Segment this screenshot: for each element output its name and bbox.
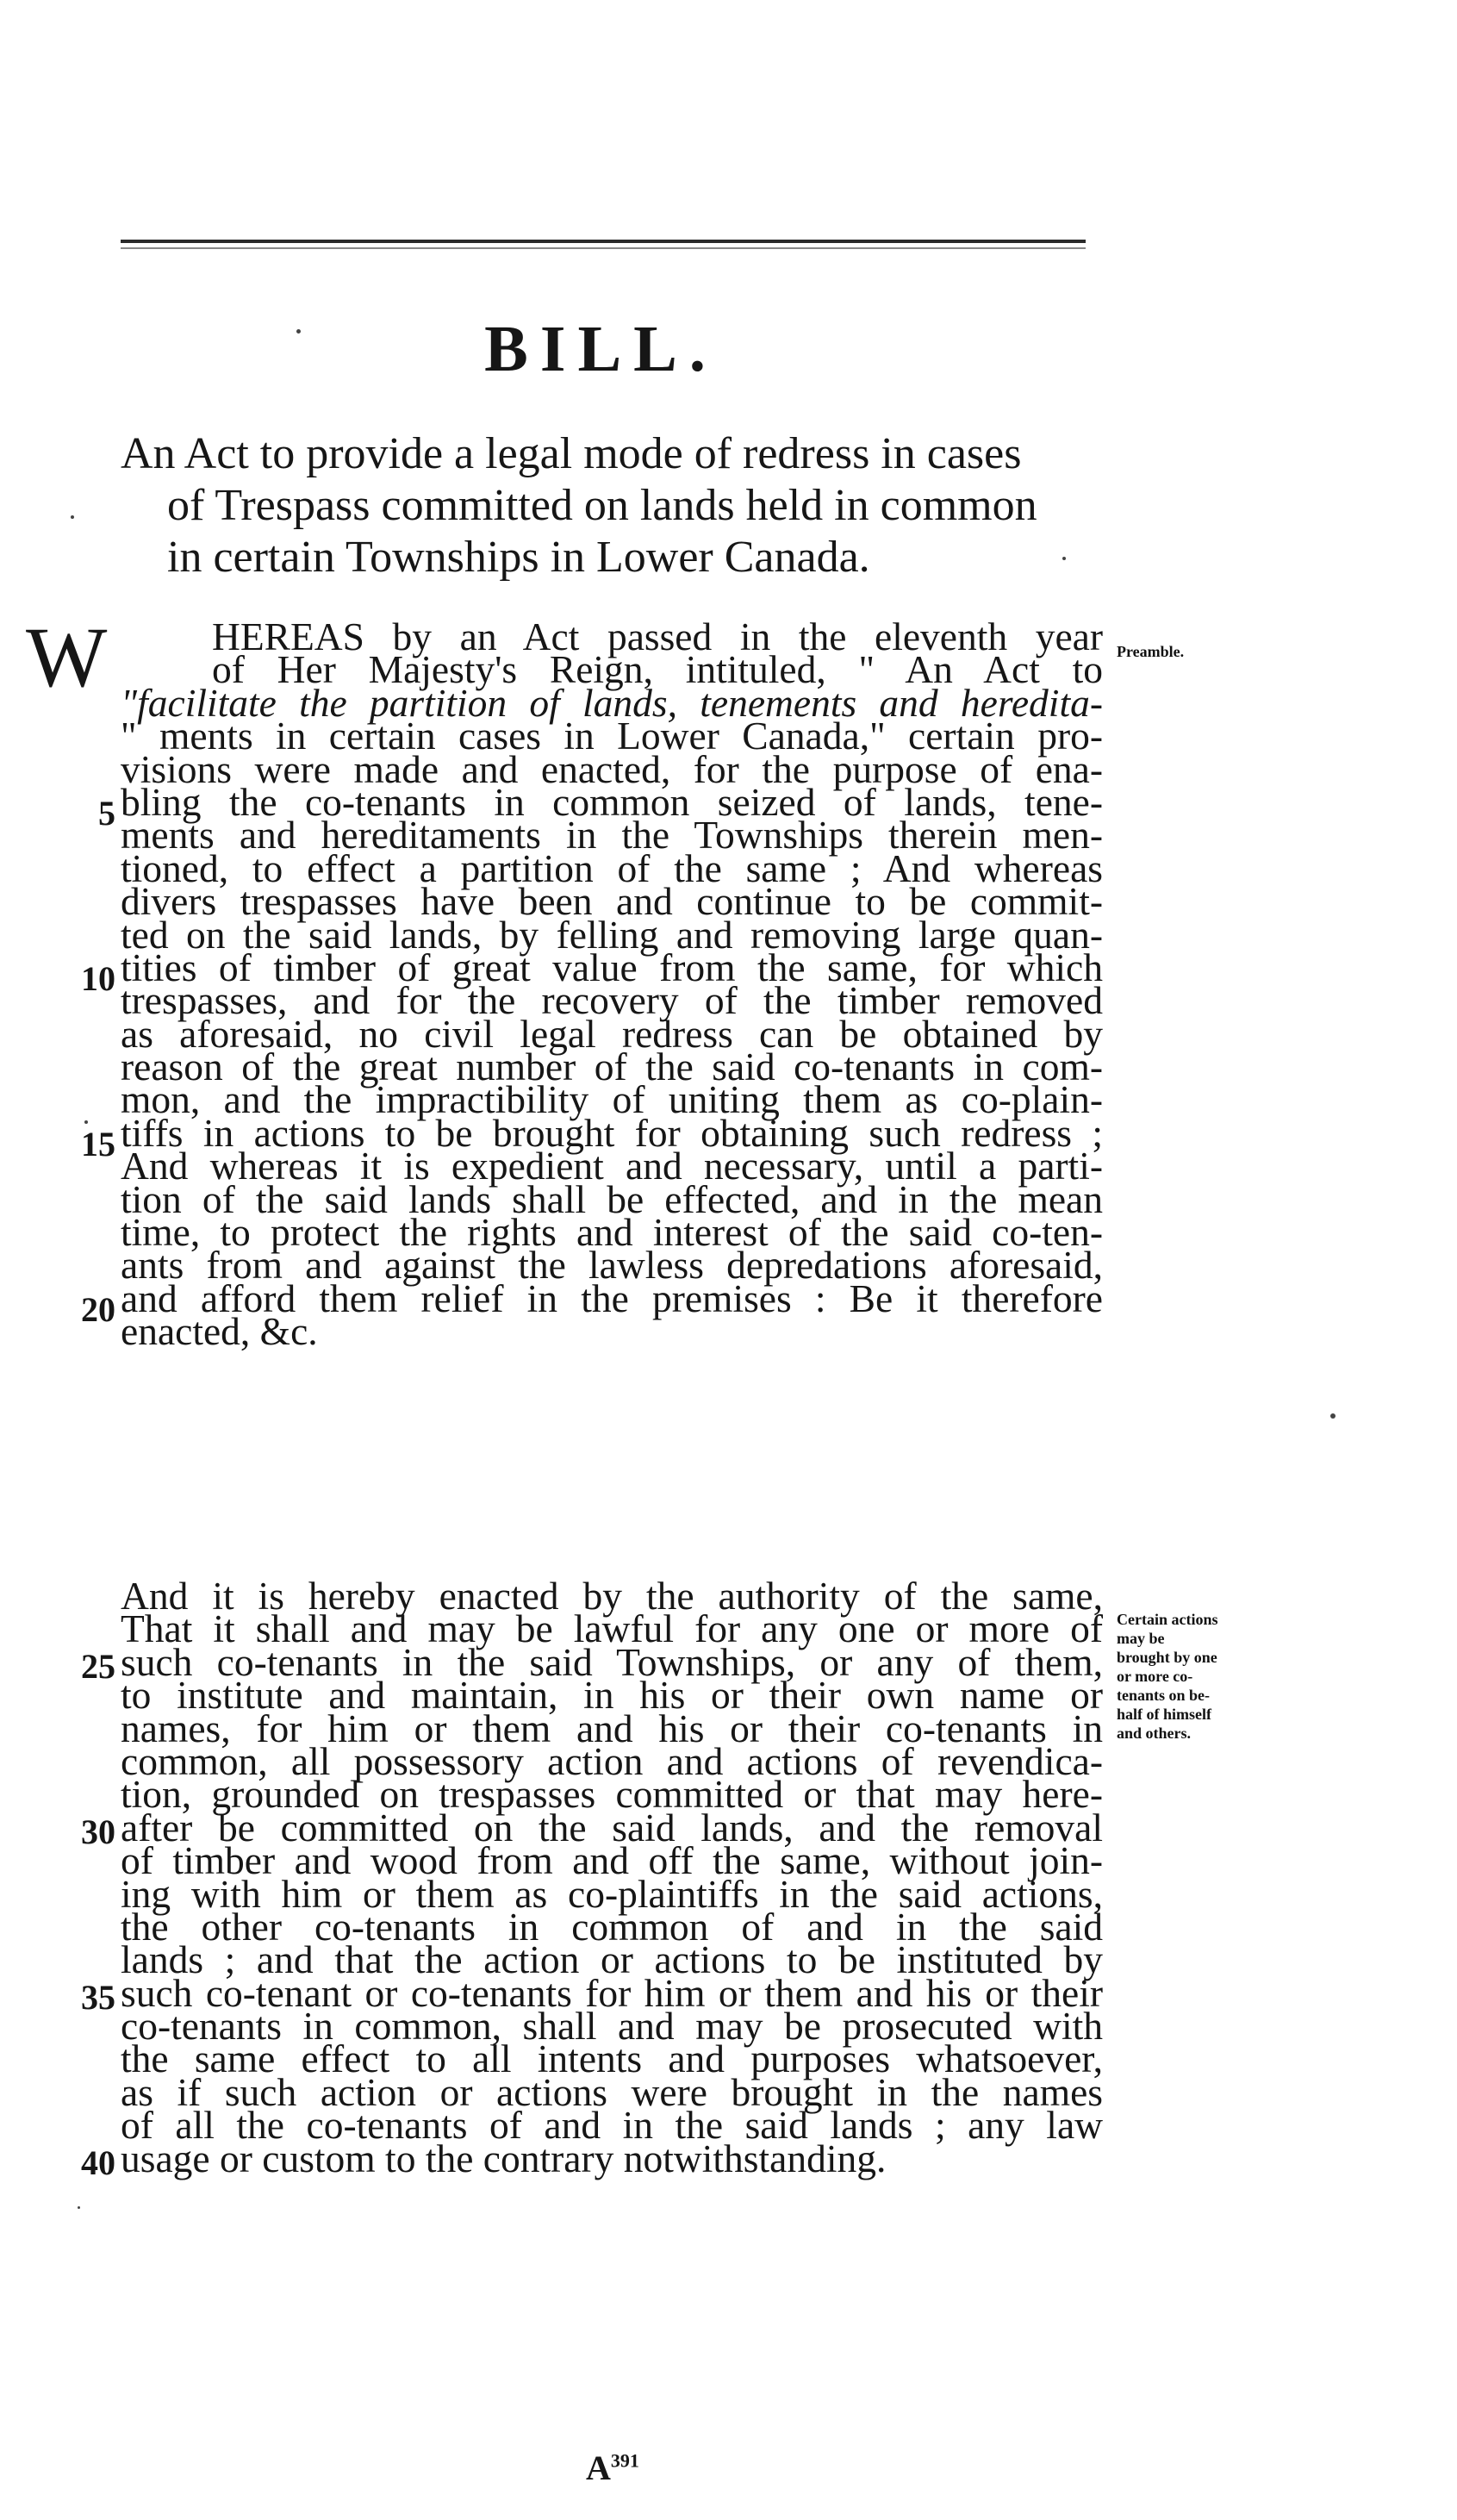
- bill-heading: BILL.: [484, 313, 718, 385]
- line-number: 15: [81, 1125, 115, 1163]
- enactment-line: usage or custom to the contrary notwithstanding.: [121, 2136, 887, 2180]
- line-number: 20: [81, 1290, 115, 1329]
- line-number: 40: [81, 2143, 115, 2182]
- preamble-line: time, to protect the rights and interest of the said co-ten-: [121, 1210, 1103, 1255]
- preamble-line: ments and hereditaments in the Townships therein men-: [121, 813, 1103, 858]
- drop-cap: W: [26, 609, 108, 705]
- margin-note-certain-actions: [1117, 1610, 1298, 1743]
- preamble-line: mon, and the impractibility of uniting them as co-plain-: [121, 1077, 1103, 1122]
- preamble-line: trespasses, and for the recovery of the timber removed: [121, 978, 1103, 1023]
- act-title-line: of Trespass committed on lands held in common: [167, 481, 1037, 530]
- scan-speck: [71, 515, 74, 519]
- line-number: 30: [81, 1812, 115, 1851]
- enactment-line: to institute and maintain, in his or their own name or: [121, 1673, 1103, 1718]
- scan-speck: [84, 1120, 88, 1124]
- preamble-line: and afford them relief in the premises : Be it therefore: [121, 1276, 1103, 1320]
- enactment-line: lands ; and that the action or actions to be instituted by: [121, 1937, 1103, 1982]
- scan-speck: [1330, 1413, 1336, 1419]
- margin-note-line: may be: [1117, 1630, 1165, 1647]
- margin-note-line: tenants on be-: [1117, 1687, 1211, 1704]
- preamble-line: as aforesaid, no civil legal redress can be obtained by: [121, 1011, 1103, 1056]
- header-rule-secondary: [121, 247, 1086, 249]
- preamble-line: tion of the said lands shall be effected, and in the mean: [121, 1176, 1103, 1221]
- margin-note-line: or more co-: [1117, 1668, 1193, 1685]
- preamble-line: tioned, to effect a partition of the same ; And whereas: [121, 845, 1103, 890]
- enactment-line: after be committed on the said lands, and the removal: [121, 1805, 1103, 1849]
- preamble-paragraph: [121, 614, 1103, 1354]
- enactment-line: And it is hereby enacted by the authority of the same,: [121, 1574, 1103, 1618]
- preamble-line: enacted, &c.: [121, 1309, 318, 1354]
- line-number: 25: [81, 1647, 115, 1686]
- preamble-line: " ments in certain cases in Lower Canada," certain pro-: [121, 714, 1103, 758]
- preamble-line: "facilitate the partition of lands, tenements and heredita-: [121, 680, 1103, 725]
- enactment-line: ing with him or them as co-plaintiffs in the said actions,: [121, 1871, 1103, 1916]
- act-title-line: in certain Townships in Lower Canada.: [167, 533, 870, 582]
- signature-mark: [586, 2448, 639, 2488]
- enactment-line: That it shall and may be lawful for any one or more of: [121, 1606, 1103, 1651]
- enactment-line: such co-tenant or co-tenants for him or them and his or their: [121, 1970, 1103, 2015]
- enactment-line: tion, grounded on trespasses committed or that may here-: [121, 1772, 1103, 1817]
- preamble-line: divers trespasses have been and continue to be commit-: [121, 879, 1103, 924]
- enactment-line: common, all possessory action and actions of revendica-: [121, 1738, 1103, 1783]
- line-number: 10: [81, 959, 115, 998]
- enactment-line: of all the co-tenants of and in the said lands ; any law: [121, 2103, 1103, 2148]
- margin-note-preamble: Preamble.: [1117, 643, 1185, 660]
- preamble-line: bling the co-tenants in common seized of lands, tene-: [121, 779, 1103, 824]
- margin-note-line: half of himself: [1117, 1706, 1211, 1723]
- header-rule: [121, 240, 1086, 243]
- signature-letter: A: [586, 2448, 611, 2487]
- scan-speck: [296, 329, 301, 334]
- preamble-line: And whereas it is expedient and necessary, until a parti-: [121, 1144, 1103, 1188]
- signature-number: 391: [610, 2449, 639, 2472]
- enactment-line: names, for him or them and his or their co-tenants in: [121, 1706, 1103, 1750]
- line-number: 35: [81, 1978, 115, 2017]
- margin-note-line: brought by one: [1117, 1649, 1217, 1666]
- enactment-line: the same effect to all intents and purposes whatsoever,: [121, 2037, 1103, 2081]
- preamble-line: ted on the said lands, by felling and removing large quan-: [121, 912, 1103, 957]
- preamble-line: of Her Majesty's Reign, intituled, " An Act to: [212, 647, 1103, 692]
- act-title: [121, 428, 1103, 583]
- enactment-line: of timber and wood from and off the same, without join-: [121, 1838, 1103, 1883]
- act-title-line: An Act to provide a legal mode of redress in cases: [121, 429, 1022, 478]
- enactment-line: as if such action or actions were brought in the names: [121, 2069, 1103, 2114]
- preamble-line: ants from and against the lawless depredations aforesaid,: [121, 1243, 1103, 1288]
- preamble-line: reason of the great number of the said co-tenants in com-: [121, 1045, 1103, 1089]
- line-number: 5: [98, 794, 115, 833]
- scan-speck: [1062, 557, 1066, 560]
- scan-speck: [78, 2206, 80, 2209]
- preamble-line: tiffs in actions to be brought for obtaining such redress ;: [121, 1110, 1103, 1155]
- enactment-line: the other co-tenants in common of and in the said: [121, 1904, 1103, 1949]
- margin-note-line: Certain actions: [1117, 1611, 1218, 1628]
- enactment-line: co-tenants in common, shall and may be prosecuted with: [121, 2004, 1103, 2049]
- preamble-line: tities of timber of great value from the same, for which: [121, 945, 1103, 989]
- enactment-line: such co-tenants in the said Townships, or any of them,: [121, 1639, 1103, 1684]
- preamble-line: HEREAS by an Act passed in the eleventh year: [212, 614, 1103, 658]
- margin-note-line: and others.: [1117, 1725, 1192, 1742]
- preamble-line: visions were made and enacted, for the purpose of ena-: [121, 746, 1103, 791]
- enactment-paragraph: [121, 1574, 1103, 2180]
